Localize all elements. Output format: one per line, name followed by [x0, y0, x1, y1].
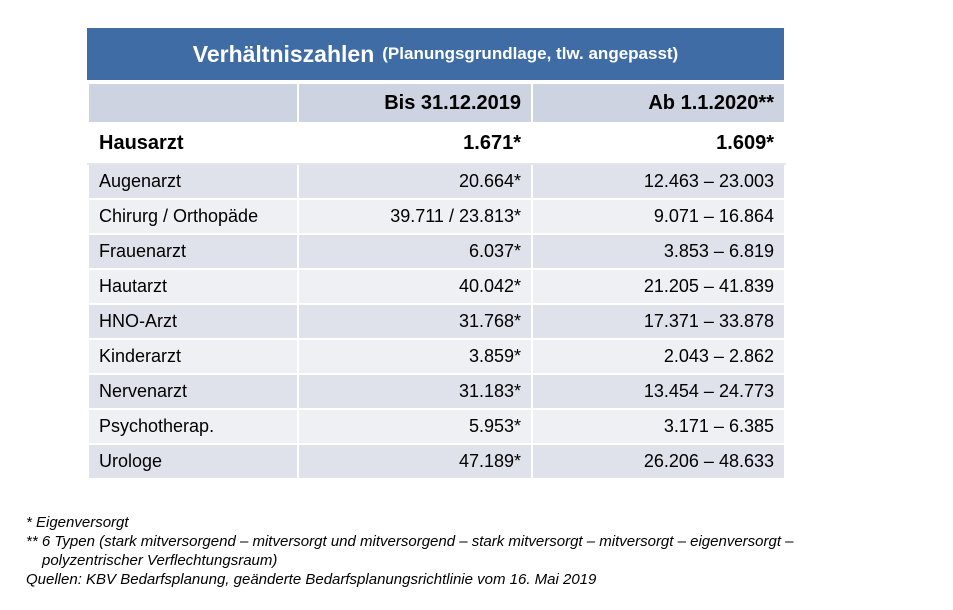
- row-value-ab: 3.171 – 6.385: [532, 409, 785, 444]
- header-cell-empty: [88, 83, 298, 123]
- row-value-ab: 26.206 – 48.633: [532, 444, 785, 479]
- footnote-star: * Eigenversorgt: [26, 514, 129, 531]
- table-row: [88, 199, 785, 234]
- table-row: [88, 374, 785, 409]
- row-value-bis: 5.953*: [298, 409, 532, 444]
- table-row-hausarzt: [88, 123, 785, 164]
- footnote-source: Quellen: KBV Bedarfsplanung, geänderte Bedarfsplanungsrichtlinie vom 16. Mai 2019: [26, 571, 597, 588]
- table-row: [88, 164, 785, 199]
- table-row: [88, 234, 785, 269]
- row-value-bis: 40.042*: [298, 269, 532, 304]
- row-value-bis: 39.711 / 23.813*: [298, 199, 532, 234]
- row-value-ab: 12.463 – 23.003: [532, 164, 785, 199]
- row-label: Chirurg / Orthopäde: [88, 199, 298, 234]
- row-label: Hautarzt: [88, 269, 298, 304]
- row-value-ab: 13.454 – 24.773: [532, 374, 785, 409]
- table-row: [88, 409, 785, 444]
- row-label: HNO-Arzt: [88, 304, 298, 339]
- row-value-ab: 3.853 – 6.819: [532, 234, 785, 269]
- row-label: Urologe: [88, 444, 298, 479]
- row-value-ab: 17.371 – 33.878: [532, 304, 785, 339]
- header-cell-bis: Bis 31.12.2019: [298, 83, 532, 123]
- table-title-bar: [87, 28, 784, 82]
- header-cell-ab: Ab 1.1.2020**: [532, 83, 785, 123]
- row-value-bis: 47.189*: [298, 444, 532, 479]
- row-label: Psychotherap.: [88, 409, 298, 444]
- row-label: Augenarzt: [88, 164, 298, 199]
- table-title: Verhältniszahlen: [192, 40, 375, 67]
- row-value-ab: 1.609*: [532, 123, 785, 164]
- table-row: [88, 339, 785, 374]
- row-value-ab: 21.205 – 41.839: [532, 269, 785, 304]
- table-header-row: [88, 83, 785, 123]
- row-label: Frauenarzt: [88, 234, 298, 269]
- row-value-bis: 1.671*: [298, 123, 532, 164]
- row-label: Hausarzt: [88, 123, 298, 164]
- footnotes: [26, 513, 794, 589]
- footnote-double-star-cont: polyzentrischer Verflechtungsraum): [42, 552, 278, 569]
- row-label: Nervenarzt: [88, 374, 298, 409]
- table-row: [88, 269, 785, 304]
- table-subtitle: (Planungsgrundlage, tlw. angepasst): [382, 44, 679, 63]
- table-row: [88, 444, 785, 479]
- table-row: [88, 304, 785, 339]
- ratio-table: [87, 82, 786, 480]
- row-value-bis: 20.664*: [298, 164, 532, 199]
- ratio-table-container: [87, 28, 784, 480]
- row-value-ab: 2.043 – 2.862: [532, 339, 785, 374]
- row-value-bis: 6.037*: [298, 234, 532, 269]
- row-value-ab: 9.071 – 16.864: [532, 199, 785, 234]
- row-label: Kinderarzt: [88, 339, 298, 374]
- row-value-bis: 31.183*: [298, 374, 532, 409]
- row-value-bis: 31.768*: [298, 304, 532, 339]
- footnote-double-star: ** 6 Typen (stark mitversorgend – mitversorgt und mitversorgend – stark mitversorgt – mitversorgt – eigenversorgt –: [26, 533, 794, 550]
- row-value-bis: 3.859*: [298, 339, 532, 374]
